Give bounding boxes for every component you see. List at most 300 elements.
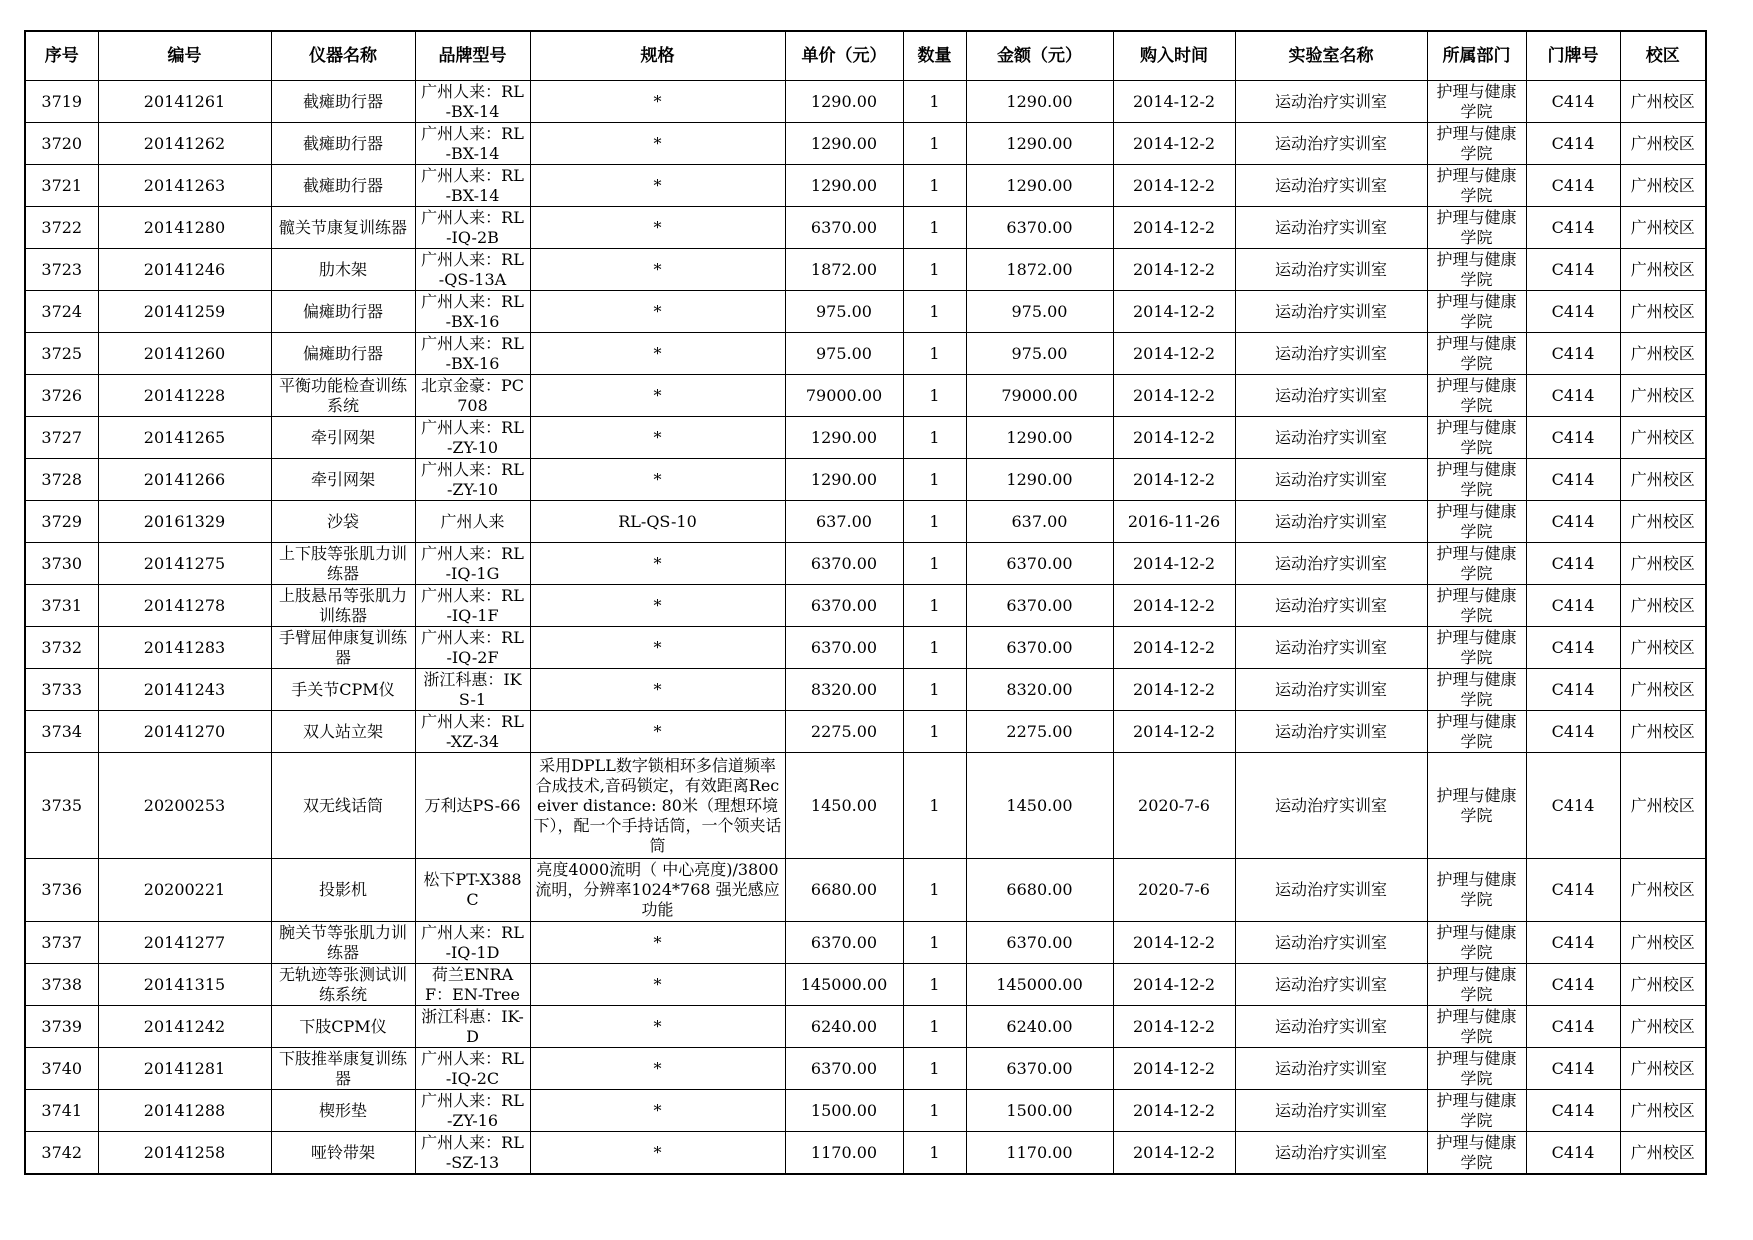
cell-lab-name: [1235, 669, 1427, 711]
cell-index: [25, 1006, 98, 1048]
cell-quantity-text: 1: [929, 1142, 940, 1162]
cell-room-number: [1526, 165, 1620, 207]
cell-spec-text: *: [653, 385, 662, 405]
cell-room-number: [1526, 291, 1620, 333]
cell-instrument-name: [271, 333, 415, 375]
cell-spec: [530, 333, 785, 375]
cell-lab-name-text: 运动治疗实训室: [1274, 259, 1387, 279]
cell-code: [98, 753, 271, 859]
cell-code: [98, 1132, 271, 1175]
cell-quantity-text: 1: [929, 343, 940, 363]
header-row: [25, 31, 1706, 81]
cell-brand-model: [415, 417, 530, 459]
cell-quantity-text: 1: [929, 595, 940, 615]
cell-spec: [530, 543, 785, 585]
cell-code-text: 20141228: [143, 385, 226, 405]
cell-campus-text: 广州校区: [1630, 259, 1695, 279]
cell-index-text: 3738: [41, 974, 83, 994]
cell-quantity: [903, 627, 966, 669]
cell-room-number: [1526, 543, 1620, 585]
cell-lab-name: [1235, 459, 1427, 501]
cell-room-number-text: C414: [1551, 259, 1595, 279]
cell-unit-price: [785, 501, 903, 543]
cell-amount-text: 8320.00: [1006, 679, 1073, 699]
cell-instrument-name-text: 投影机: [318, 880, 367, 899]
cell-brand-model-text: 松下PT-X388C: [423, 870, 522, 909]
cell-campus-text: 广州校区: [1630, 175, 1695, 195]
cell-lab-name: [1235, 859, 1427, 922]
cell-department-text: 护理与健康学院: [1436, 81, 1517, 121]
cell-index-text: 3731: [41, 595, 83, 615]
cell-brand-model: [415, 165, 530, 207]
cell-room-number: [1526, 1132, 1620, 1175]
cell-purchase-date: [1113, 1090, 1235, 1132]
cell-amount: [966, 165, 1113, 207]
cell-quantity-text: 1: [929, 301, 940, 321]
cell-instrument-name-text: 偏瘫助行器: [302, 343, 383, 363]
cell-campus: [1620, 753, 1706, 859]
cell-room-number: [1526, 501, 1620, 543]
cell-instrument-name-text: 楔形垫: [318, 1100, 367, 1120]
cell-quantity: [903, 123, 966, 165]
cell-index-text: 3730: [41, 553, 83, 573]
cell-instrument-name: [271, 543, 415, 585]
cell-code-text: 20141283: [143, 637, 226, 657]
cell-spec-text: *: [653, 721, 662, 741]
cell-campus-text: 广州校区: [1630, 553, 1695, 573]
cell-index: [25, 333, 98, 375]
cell-brand-model: [415, 669, 530, 711]
cell-spec-text: *: [653, 1142, 662, 1162]
cell-unit-price: [785, 459, 903, 501]
cell-quantity-text: 1: [929, 795, 940, 815]
cell-index-text: 3723: [41, 259, 83, 279]
cell-brand-model: [415, 1090, 530, 1132]
cell-code: [98, 859, 271, 922]
cell-index-text: 3724: [41, 301, 83, 321]
cell-quantity-text: 1: [929, 259, 940, 279]
cell-quantity-text: 1: [929, 721, 940, 741]
cell-campus-text: 广州校区: [1630, 595, 1695, 615]
cell-purchase-date-text: 2014-12-2: [1132, 1142, 1216, 1162]
cell-room-number-text: C414: [1551, 511, 1595, 531]
cell-room-number: [1526, 375, 1620, 417]
cell-spec: [530, 417, 785, 459]
table-row: [25, 501, 1706, 543]
cell-quantity: [903, 459, 966, 501]
cell-campus-text: 广州校区: [1630, 343, 1695, 363]
cell-amount-text: 79000.00: [1001, 385, 1078, 405]
cell-brand-model-text: 广州人来：RL-ZY-16: [421, 1090, 524, 1130]
col-header-unit-price: 单价（元）: [785, 31, 903, 81]
cell-index: [25, 459, 98, 501]
cell-department: [1427, 207, 1526, 249]
cell-spec: [530, 859, 785, 922]
cell-campus: [1620, 459, 1706, 501]
cell-instrument-name: [271, 1006, 415, 1048]
cell-brand-model: [415, 711, 530, 753]
cell-campus: [1620, 964, 1706, 1006]
cell-brand-model-text: 广州人来：RL-IQ-2B: [421, 207, 524, 247]
cell-campus-text: 广州校区: [1630, 795, 1695, 815]
cell-index: [25, 207, 98, 249]
cell-quantity-text: 1: [929, 217, 940, 237]
cell-purchase-date-text: 2014-12-2: [1132, 469, 1216, 489]
cell-purchase-date: [1113, 417, 1235, 459]
cell-unit-price: [785, 669, 903, 711]
cell-index: [25, 711, 98, 753]
cell-instrument-name-text: 双人站立架: [302, 721, 383, 741]
cell-brand-model: [415, 1132, 530, 1175]
cell-purchase-date: [1113, 207, 1235, 249]
cell-unit-price-text: 6370.00: [810, 932, 878, 952]
cell-unit-price: [785, 291, 903, 333]
cell-purchase-date: [1113, 669, 1235, 711]
cell-spec-text: *: [653, 301, 662, 321]
cell-spec-text: *: [653, 259, 662, 279]
cell-amount-text: 1170.00: [1006, 1142, 1073, 1162]
cell-purchase-date: [1113, 1048, 1235, 1090]
cell-brand-model-text: 荷兰ENRAF：EN-Tree: [425, 964, 520, 1004]
cell-index-text: 3732: [41, 637, 83, 657]
cell-lab-name: [1235, 333, 1427, 375]
cell-spec-text: *: [653, 637, 662, 657]
cell-quantity-text: 1: [929, 133, 940, 153]
cell-department: [1427, 543, 1526, 585]
table-row: [25, 123, 1706, 165]
cell-campus: [1620, 291, 1706, 333]
cell-quantity: [903, 922, 966, 964]
cell-brand-model-text: 浙江科惠：IK-D: [421, 1006, 524, 1046]
cell-code: [98, 459, 271, 501]
cell-campus-text: 广州校区: [1630, 637, 1695, 657]
cell-department-text: 护理与健康学院: [1436, 375, 1517, 415]
cell-unit-price-text: 145000.00: [800, 974, 888, 994]
cell-index-text: 3733: [41, 679, 83, 699]
cell-brand-model-text: 广州人来：RL-BX-16: [421, 291, 524, 331]
cell-quantity: [903, 165, 966, 207]
cell-department-text: 护理与健康学院: [1436, 627, 1517, 667]
cell-purchase-date: [1113, 1006, 1235, 1048]
cell-spec-text: *: [653, 974, 662, 994]
cell-instrument-name: [271, 753, 415, 859]
cell-quantity-text: 1: [929, 1100, 940, 1120]
cell-spec: [530, 585, 785, 627]
cell-brand-model: [415, 543, 530, 585]
cell-purchase-date-text: 2014-12-2: [1132, 343, 1216, 363]
cell-quantity-text: 1: [929, 91, 940, 111]
cell-code-text: 20141270: [143, 721, 226, 741]
cell-index-text: 3729: [41, 511, 83, 531]
cell-code-text: 20200253: [143, 795, 226, 815]
cell-department-text: 护理与健康学院: [1436, 501, 1517, 541]
cell-purchase-date-text: 2014-12-2: [1132, 974, 1216, 994]
cell-purchase-date: [1113, 964, 1235, 1006]
cell-brand-model-text: 广州人来：RL-BX-14: [421, 165, 524, 205]
cell-purchase-date: [1113, 249, 1235, 291]
table-row: [25, 249, 1706, 291]
cell-department: [1427, 123, 1526, 165]
cell-instrument-name: [271, 501, 415, 543]
cell-department-text: 护理与健康学院: [1436, 459, 1517, 499]
cell-unit-price-text: 1290.00: [810, 427, 878, 447]
cell-brand-model-text: 浙江科惠：IKS-1: [423, 669, 522, 709]
cell-amount: [966, 922, 1113, 964]
col-header-purchase-date: 购入时间: [1113, 31, 1235, 81]
cell-brand-model: [415, 1006, 530, 1048]
table-body: [25, 81, 1706, 1175]
cell-lab-name: [1235, 627, 1427, 669]
cell-instrument-name: [271, 1048, 415, 1090]
cell-code-text: 20141246: [143, 259, 226, 279]
cell-instrument-name-text: 上下肢等张肌力训练器: [278, 543, 407, 583]
cell-purchase-date-text: 2014-12-2: [1132, 259, 1216, 279]
cell-campus: [1620, 81, 1706, 123]
cell-code-text: 20141288: [143, 1100, 226, 1120]
cell-room-number: [1526, 1006, 1620, 1048]
cell-campus: [1620, 585, 1706, 627]
cell-room-number-text: C414: [1551, 1016, 1595, 1036]
cell-purchase-date-text: 2020-7-6: [1138, 795, 1210, 815]
cell-unit-price-text: 6370.00: [810, 217, 878, 237]
cell-amount-text: 2275.00: [1006, 721, 1073, 741]
cell-purchase-date: [1113, 501, 1235, 543]
cell-room-number-text: C414: [1551, 637, 1595, 657]
col-header-room-number: 门牌号: [1526, 31, 1620, 81]
cell-department-text: 护理与健康学院: [1436, 669, 1517, 709]
cell-unit-price-text: 637.00: [816, 511, 872, 531]
cell-lab-name: [1235, 1132, 1427, 1175]
cell-spec: [530, 1090, 785, 1132]
cell-purchase-date-text: 2014-12-2: [1132, 301, 1216, 321]
cell-quantity-text: 1: [929, 511, 940, 531]
cell-instrument-name-text: 下肢CPM仪: [299, 1016, 387, 1036]
cell-amount: [966, 207, 1113, 249]
cell-amount: [966, 585, 1113, 627]
cell-spec-text: 亮度4000流明（ 中心亮度)/3800流明，分辨率1024*768 强光感应功能: [535, 860, 780, 919]
cell-unit-price: [785, 922, 903, 964]
cell-campus: [1620, 417, 1706, 459]
col-header-lab-name: 实验室名称: [1235, 31, 1427, 81]
cell-lab-name: [1235, 249, 1427, 291]
cell-lab-name: [1235, 81, 1427, 123]
cell-index: [25, 291, 98, 333]
cell-instrument-name: [271, 669, 415, 711]
cell-department: [1427, 1090, 1526, 1132]
cell-quantity: [903, 964, 966, 1006]
cell-room-number: [1526, 922, 1620, 964]
cell-code-text: 20141259: [143, 301, 226, 321]
cell-index-text: 3736: [41, 880, 83, 899]
cell-room-number: [1526, 1090, 1620, 1132]
cell-department: [1427, 501, 1526, 543]
cell-spec: [530, 165, 785, 207]
cell-campus-text: 广州校区: [1630, 469, 1695, 489]
cell-campus: [1620, 543, 1706, 585]
cell-department-text: 护理与健康学院: [1436, 870, 1517, 909]
col-header-department: 所属部门: [1427, 31, 1526, 81]
cell-spec: [530, 1006, 785, 1048]
cell-code: [98, 291, 271, 333]
cell-unit-price: [785, 249, 903, 291]
cell-instrument-name-text: 偏瘫助行器: [302, 301, 383, 321]
cell-code-text: 20141265: [143, 427, 226, 447]
cell-instrument-name-text: 肋木架: [318, 259, 367, 279]
cell-code-text: 20141263: [143, 175, 226, 195]
cell-amount: [966, 1090, 1113, 1132]
cell-spec-text: 采用DPLL数字锁相环多信道频率合成技术,音码锁定，有效距离Receiver distance: 80米（理想环境下），配一个手持话筒，一个领夹话筒: [533, 755, 782, 855]
cell-instrument-name: [271, 81, 415, 123]
cell-code: [98, 1090, 271, 1132]
cell-instrument-name-text: 手关节CPM仪: [291, 679, 395, 699]
cell-purchase-date: [1113, 922, 1235, 964]
cell-instrument-name: [271, 711, 415, 753]
cell-instrument-name-text: 截瘫助行器: [302, 175, 383, 195]
cell-code-text: 20161329: [143, 511, 226, 531]
cell-amount: [966, 249, 1113, 291]
cell-index: [25, 669, 98, 711]
cell-index: [25, 417, 98, 459]
cell-lab-name-text: 运动治疗实训室: [1274, 1100, 1387, 1120]
cell-quantity: [903, 711, 966, 753]
cell-unit-price-text: 6370.00: [810, 637, 878, 657]
cell-quantity: [903, 1132, 966, 1175]
cell-campus-text: 广州校区: [1630, 1142, 1695, 1162]
cell-unit-price-text: 2275.00: [810, 721, 878, 741]
cell-campus-text: 广州校区: [1630, 1058, 1695, 1078]
cell-unit-price-text: 6370.00: [810, 1058, 878, 1078]
cell-lab-name: [1235, 207, 1427, 249]
cell-department-text: 护理与健康学院: [1436, 1048, 1517, 1088]
cell-room-number-text: C414: [1551, 133, 1595, 153]
cell-amount-text: 6240.00: [1006, 1016, 1073, 1036]
cell-purchase-date-text: 2014-12-2: [1132, 1016, 1216, 1036]
cell-campus: [1620, 711, 1706, 753]
cell-spec: [530, 501, 785, 543]
cell-purchase-date: [1113, 123, 1235, 165]
cell-index-text: 3741: [41, 1100, 83, 1120]
cell-room-number-text: C414: [1551, 91, 1595, 111]
cell-room-number-text: C414: [1551, 553, 1595, 573]
cell-index: [25, 1090, 98, 1132]
cell-instrument-name-text: 下肢推举康复训练器: [278, 1048, 407, 1088]
cell-instrument-name: [271, 459, 415, 501]
cell-amount: [966, 81, 1113, 123]
cell-instrument-name: [271, 1090, 415, 1132]
cell-quantity-text: 1: [929, 679, 940, 699]
cell-department-text: 护理与健康学院: [1436, 165, 1517, 205]
table-row: [25, 711, 1706, 753]
cell-amount: [966, 417, 1113, 459]
cell-lab-name-text: 运动治疗实训室: [1274, 1016, 1387, 1036]
cell-unit-price-text: 975.00: [816, 301, 872, 321]
cell-campus-text: 广州校区: [1630, 133, 1695, 153]
cell-code-text: 20141281: [143, 1058, 226, 1078]
cell-department-text: 护理与健康学院: [1436, 585, 1517, 625]
cell-index-text: 3740: [41, 1058, 83, 1078]
cell-spec: [530, 1132, 785, 1175]
cell-room-number-text: C414: [1551, 932, 1595, 952]
cell-spec-text: *: [653, 1100, 662, 1120]
cell-room-number-text: C414: [1551, 1142, 1595, 1162]
cell-campus-text: 广州校区: [1630, 301, 1695, 321]
cell-spec-text: RL-QS-10: [618, 511, 697, 531]
cell-spec: [530, 291, 785, 333]
cell-unit-price: [785, 711, 903, 753]
col-header-code: 编号: [98, 31, 271, 81]
cell-amount-text: 975.00: [1011, 301, 1068, 321]
cell-brand-model-text: 广州人来：RL-IQ-1G: [421, 543, 524, 583]
cell-amount: [966, 669, 1113, 711]
table-row: [25, 333, 1706, 375]
cell-instrument-name-text: 髋关节康复训练器: [278, 217, 407, 237]
cell-lab-name-text: 运动治疗实训室: [1274, 553, 1387, 573]
cell-spec: [530, 711, 785, 753]
cell-lab-name-text: 运动治疗实训室: [1274, 301, 1387, 321]
table-row: [25, 585, 1706, 627]
cell-instrument-name-text: 无轨迹等张测试训练系统: [278, 964, 407, 1004]
cell-brand-model: [415, 123, 530, 165]
cell-instrument-name: [271, 922, 415, 964]
cell-code: [98, 669, 271, 711]
cell-unit-price: [785, 753, 903, 859]
cell-instrument-name-text: 截瘫助行器: [302, 133, 383, 153]
cell-room-number: [1526, 333, 1620, 375]
cell-lab-name: [1235, 1090, 1427, 1132]
cell-instrument-name-text: 沙袋: [326, 511, 359, 531]
cell-department: [1427, 81, 1526, 123]
cell-spec: [530, 207, 785, 249]
cell-department-text: 护理与健康学院: [1436, 1006, 1517, 1046]
cell-brand-model: [415, 964, 530, 1006]
cell-code: [98, 375, 271, 417]
cell-instrument-name: [271, 291, 415, 333]
cell-brand-model: [415, 207, 530, 249]
cell-department: [1427, 669, 1526, 711]
table-row: [25, 459, 1706, 501]
cell-room-number-text: C414: [1551, 1058, 1595, 1078]
cell-quantity: [903, 207, 966, 249]
cell-amount: [966, 459, 1113, 501]
cell-campus: [1620, 249, 1706, 291]
cell-campus: [1620, 333, 1706, 375]
table-row: [25, 627, 1706, 669]
cell-amount-text: 6680.00: [1006, 880, 1073, 899]
cell-amount-text: 1500.00: [1006, 1100, 1073, 1120]
cell-code-text: 20141278: [143, 595, 226, 615]
cell-index: [25, 123, 98, 165]
cell-campus-text: 广州校区: [1630, 91, 1695, 111]
cell-unit-price: [785, 1048, 903, 1090]
cell-lab-name-text: 运动治疗实训室: [1274, 91, 1387, 111]
table-row: [25, 753, 1706, 859]
cell-purchase-date: [1113, 459, 1235, 501]
cell-amount: [966, 627, 1113, 669]
cell-unit-price-text: 1290.00: [810, 91, 878, 111]
cell-lab-name-text: 运动治疗实训室: [1274, 511, 1387, 531]
cell-department-text: 护理与健康学院: [1436, 922, 1517, 962]
cell-code: [98, 81, 271, 123]
cell-lab-name: [1235, 1006, 1427, 1048]
cell-amount-text: 1290.00: [1006, 91, 1073, 111]
cell-amount-text: 145000.00: [996, 974, 1083, 994]
cell-brand-model: [415, 375, 530, 417]
cell-quantity: [903, 249, 966, 291]
cell-room-number-text: C414: [1551, 385, 1595, 405]
cell-department: [1427, 753, 1526, 859]
cell-code: [98, 711, 271, 753]
cell-quantity-text: 1: [929, 469, 940, 489]
